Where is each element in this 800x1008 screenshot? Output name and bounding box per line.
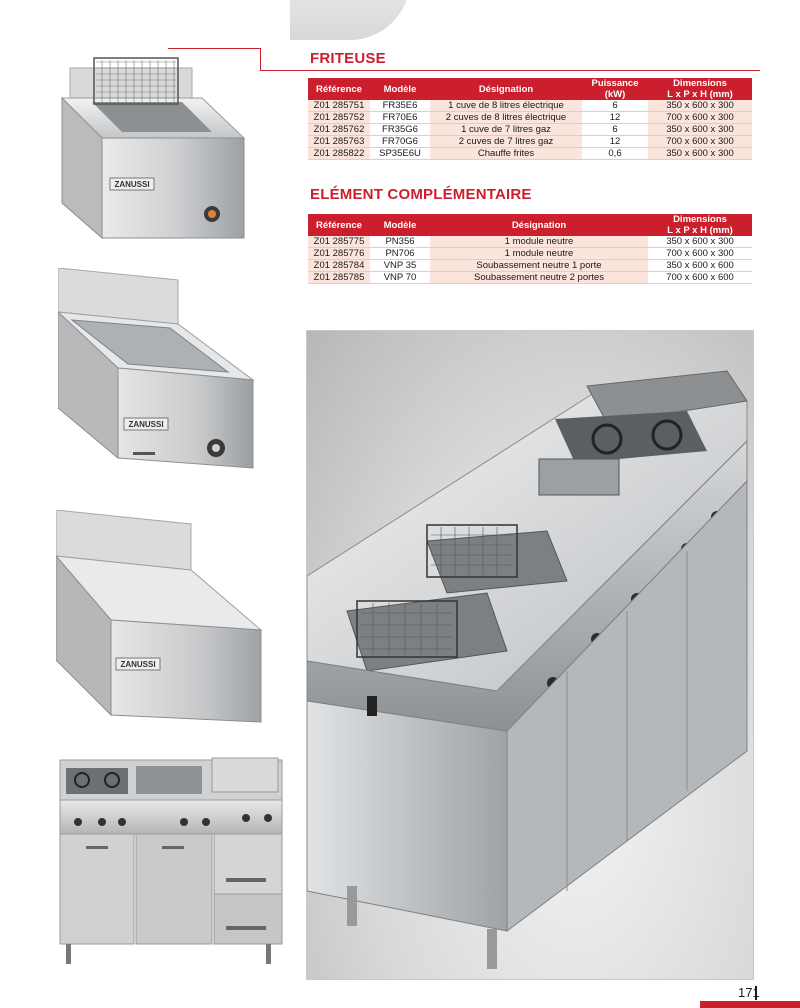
photo-chauffe-frites	[58, 268, 258, 496]
table-row	[308, 236, 752, 248]
table-cell: SP35E6U	[370, 148, 430, 160]
column-header: Dimensions L x P x H (mm)	[648, 214, 752, 236]
table-header-row	[308, 214, 752, 236]
table-cell: Soubassement neutre 2 portes	[430, 272, 648, 284]
photo-element-neutre	[56, 510, 266, 725]
photo-fryer-single	[52, 28, 252, 246]
table-cell: Z01 285762	[308, 124, 370, 136]
table-cell: 350 x 600 x 300	[648, 236, 752, 248]
column-header: Référence	[308, 78, 370, 100]
table-row	[308, 100, 752, 112]
table-row	[308, 248, 752, 260]
table-cell: 12	[582, 136, 648, 148]
table-cell: 1 module neutre	[430, 248, 648, 260]
table-cell: 6	[582, 100, 648, 112]
column-header: Modèle	[370, 78, 430, 100]
brand-plate: ZANUSSI	[114, 180, 150, 189]
table-cell: Z01 285776	[308, 248, 370, 260]
section-title-complementaire: ELÉMENT COMPLÉMENTAIRE	[310, 186, 532, 203]
friteuse-table	[308, 78, 752, 160]
column-header: Modèle	[370, 214, 430, 236]
table-cell: Soubassement neutre 1 porte	[430, 260, 648, 272]
column-header: Dimensions L x P x H (mm)	[648, 78, 752, 100]
table-cell: Z01 285822	[308, 148, 370, 160]
page-number: 171	[738, 985, 760, 1000]
table-row	[308, 272, 752, 284]
table-cell: VNP 35	[370, 260, 430, 272]
table-cell: Z01 285784	[308, 260, 370, 272]
table-cell: 700 x 600 x 300	[648, 112, 752, 124]
photo-kitchen-line	[306, 330, 754, 980]
table-cell: Chauffe frites	[430, 148, 582, 160]
table-cell: FR70G6	[370, 136, 430, 148]
section-rule	[260, 70, 760, 71]
table-cell: 1 cuve de 7 litres gaz	[430, 124, 582, 136]
table-cell: Z01 285752	[308, 112, 370, 124]
section-title-friteuse: FRITEUSE	[310, 50, 386, 67]
table-cell: 700 x 600 x 300	[648, 136, 752, 148]
table-cell: 700 x 600 x 300	[648, 248, 752, 260]
column-header: Puissance (kW)	[582, 78, 648, 100]
table-cell: 12	[582, 112, 648, 124]
callout-line	[260, 48, 261, 70]
column-header: Désignation	[430, 78, 582, 100]
column-header: Désignation	[430, 214, 648, 236]
page-footer-bar	[700, 1001, 800, 1008]
table-cell: FR35E6	[370, 100, 430, 112]
complementaire-table	[308, 214, 752, 284]
table-row	[308, 148, 752, 160]
table-cell: FR70E6	[370, 112, 430, 124]
table-cell: 6	[582, 124, 648, 136]
brand-plate: ZANUSSI	[120, 660, 156, 669]
table-cell: 0,6	[582, 148, 648, 160]
table-cell: PN706	[370, 248, 430, 260]
table-cell: 2 cuves de 8 litres électrique	[430, 112, 582, 124]
brand-plate: ZANUSSI	[128, 420, 164, 429]
table-row	[308, 124, 752, 136]
table-cell: PN356	[370, 236, 430, 248]
table-cell: Z01 285775	[308, 236, 370, 248]
table-cell: 1 module neutre	[430, 236, 648, 248]
corner-swoosh	[290, 0, 410, 40]
table-cell: 350 x 600 x 300	[648, 124, 752, 136]
table-row	[308, 112, 752, 124]
column-header: Référence	[308, 214, 370, 236]
table-cell: Z01 285751	[308, 100, 370, 112]
table-cell: 350 x 600 x 300	[648, 148, 752, 160]
table-header-row	[308, 78, 752, 100]
table-row	[308, 260, 752, 272]
table-cell: 700 x 600 x 600	[648, 272, 752, 284]
table-cell: 1 cuve de 8 litres électrique	[430, 100, 582, 112]
table-cell: FR35G6	[370, 124, 430, 136]
table-cell: 350 x 600 x 300	[648, 100, 752, 112]
table-cell: 2 cuves de 7 litres gaz	[430, 136, 582, 148]
table-row	[308, 136, 752, 148]
table-cell: Z01 285785	[308, 272, 370, 284]
table-cell: 350 x 600 x 600	[648, 260, 752, 272]
table-cell: Z01 285763	[308, 136, 370, 148]
table-cell: VNP 70	[370, 272, 430, 284]
photo-line-combination	[56, 750, 286, 970]
